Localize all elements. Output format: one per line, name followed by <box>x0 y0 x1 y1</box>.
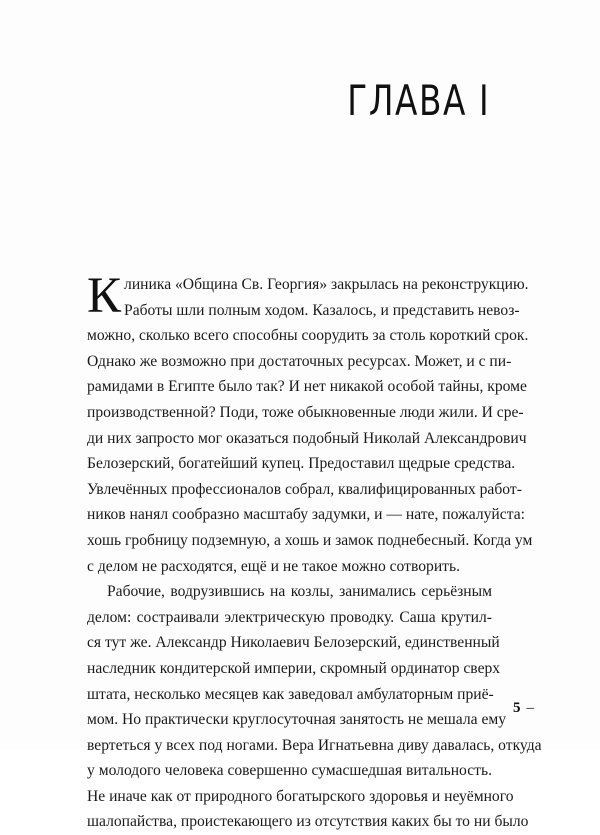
text-line: Однако же возможно при достаточных ресурсах. Может, и с пи- <box>87 352 512 370</box>
drop-cap: К <box>87 268 122 324</box>
page-number <box>513 700 534 717</box>
page-dash: – <box>526 700 534 716</box>
text-line: производственной? Поди, тоже обыкновенные люди жили. И сре- <box>87 403 524 421</box>
text-line: хошь гробницу подземную, а хошь и замок поднебесный. Когда ум <box>87 531 533 549</box>
text-line: Рабочие, водрузившись на козлы, занимались серьёзным <box>107 583 492 601</box>
text-line: ников нанял сообразно масштабу задумки, и — нате, пожалуйста: <box>87 506 525 524</box>
text-line: вертеться у всех под ногами. Вера Игнатьевна диву давалась, откуда <box>87 736 542 754</box>
text-line: Увлечённых профессионалов собрал, квалифицированных работ- <box>87 480 522 498</box>
text-line: штата, несколько месяцев как заведовал амбулаторным приё- <box>87 685 494 703</box>
paragraph-2 <box>87 579 542 835</box>
body-text <box>87 268 542 835</box>
text-line: Не иначе как от природного богатырского здоровья и неуёмного <box>87 787 514 805</box>
text-line: Работы шли полным ходом. Казалось, и представить невоз- <box>124 301 520 319</box>
text-line: рамидами в Египте было так? И нет никакой особой тайны, кроме <box>87 378 527 396</box>
page-number-value: 5 <box>513 700 521 716</box>
text-line: наследник кондитерской империи, скромный ординатор сверх <box>87 659 501 677</box>
paragraph-1 <box>87 268 533 579</box>
text-line: Белозерский, богатейший купец. Предоставил щедрые средства. <box>87 455 516 473</box>
text-line: ди них запросто мог оказаться подобный Николай Александрович <box>87 429 527 447</box>
text-line: линика «Община Св. Георгия» закрылась на реконструкцию. <box>124 276 529 293</box>
text-line: ся тут же. Александр Николаевич Белозерский, единственный <box>87 634 500 652</box>
text-line: мом. Но практически круглосуточная занятость не мешала ему <box>87 711 507 729</box>
chapter-title: ГЛАВА I <box>347 76 490 125</box>
text-line: делом: состраивали электрическую проводку. Саша крутил- <box>87 608 492 626</box>
text-line: шалопайства, проистекающего из отсутствия каких бы то ни было <box>87 813 529 831</box>
text-line: с делом не расходятся, ещё и не такое можно сотворить. <box>87 557 460 575</box>
text-line: у молодого человека совершенно сумасшедшая витальность. <box>87 762 492 780</box>
text-line: можно, сколько всего способны соорудить за столь короткий срок. <box>87 327 529 345</box>
